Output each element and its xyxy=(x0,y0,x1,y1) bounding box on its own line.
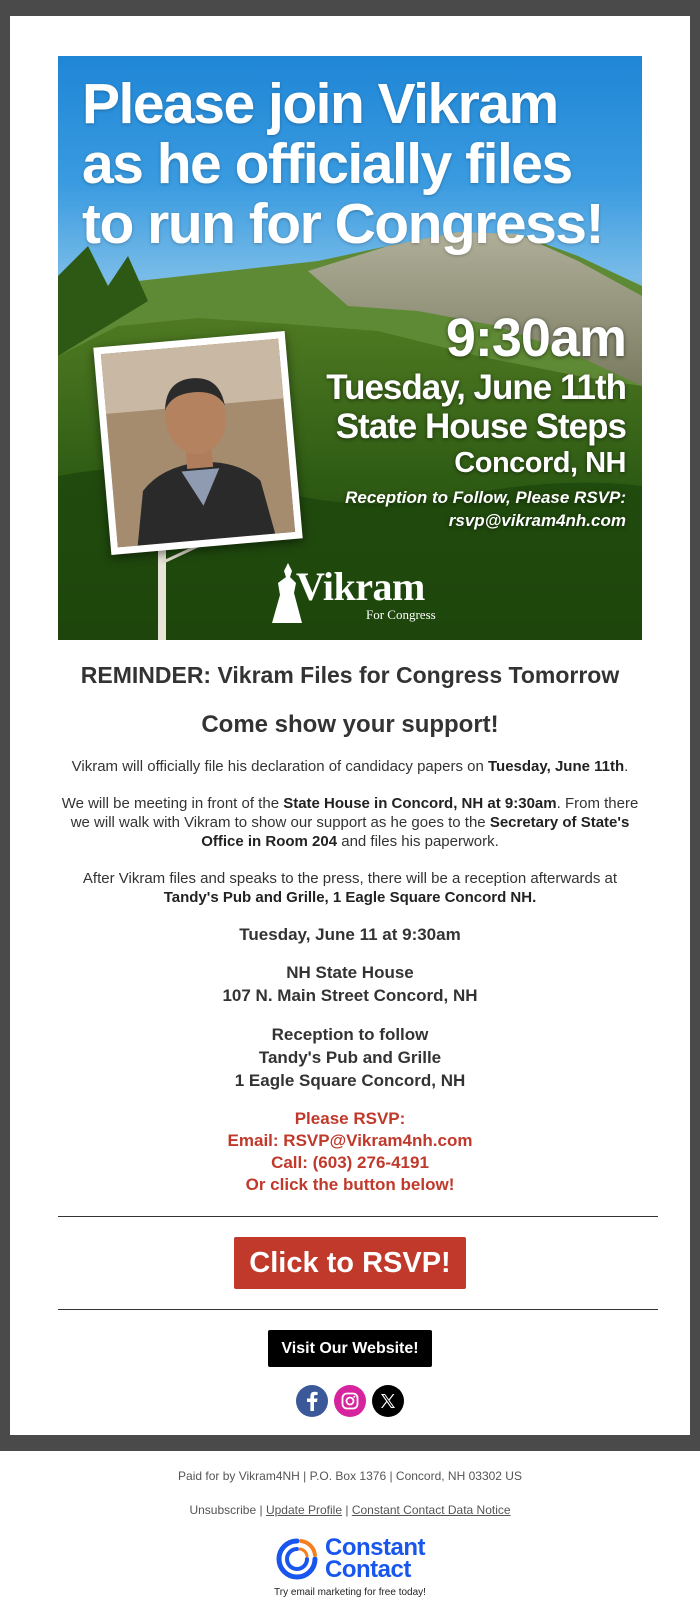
paragraph-meeting xyxy=(58,794,642,851)
hero-city: Concord, NH xyxy=(454,447,626,479)
reception-address xyxy=(58,1023,642,1092)
venue-address xyxy=(58,961,642,1007)
hero-rsvp-note: Reception to Follow, Please RSVP: xyxy=(345,488,626,507)
logo-subtitle: For Congress xyxy=(366,607,436,622)
constant-contact-icon xyxy=(275,1537,319,1581)
divider-bottom xyxy=(58,1309,658,1310)
email-footer xyxy=(0,1469,700,1598)
cc-tagline[interactable]: Try email marketing for free today! xyxy=(274,1587,426,1598)
reception-label: Reception to follow xyxy=(271,1025,429,1044)
paragraph-candidacy xyxy=(58,757,642,776)
event-datetime: Tuesday, June 11 at 9:30am xyxy=(239,925,461,944)
venue-name: NH State House xyxy=(286,963,414,982)
bold-location: State House in Concord, NH at 9:30am xyxy=(283,795,557,812)
facebook-icon[interactable] xyxy=(296,1385,328,1417)
bold-office: Secretary of State's Office in Room 204 xyxy=(201,814,630,850)
hero-date: Tuesday, June 11th xyxy=(326,368,626,407)
hero-title: Please join Vikram as he officially files to run for Congress! xyxy=(82,72,603,256)
constant-contact-wordmark xyxy=(325,1534,425,1583)
cc-word-2: Contact xyxy=(325,1556,411,1583)
bold-date: Tuesday, June 11th xyxy=(487,758,625,775)
text-span: . From there we will walk with Vikram to show our support as he goes to the xyxy=(70,795,639,831)
hero-place: State House Steps xyxy=(335,407,626,446)
reminder-heading: REMINDER: Vikram Files for Congress Tomorrow xyxy=(80,662,620,688)
logo-wordmark: Vikram xyxy=(296,564,425,609)
email-card xyxy=(10,16,690,1435)
rsvp-label: Please RSVP: xyxy=(294,1109,406,1128)
reception-street: 1 Eagle Square Concord, NH xyxy=(234,1071,466,1090)
campaign-logo xyxy=(268,561,438,627)
hero-email: rsvp@vikram4nh.com xyxy=(448,511,626,530)
hero-time: 9:30am xyxy=(445,308,626,368)
update-profile-link[interactable]: Update Profile xyxy=(265,1503,342,1517)
bold-venue: Tandy's Pub and Grille, 1 Eagle Square Concord NH. xyxy=(163,889,537,906)
social-links xyxy=(58,1385,642,1417)
divider-top xyxy=(58,1216,658,1217)
unsubscribe-link[interactable]: Unsubscribe xyxy=(189,1503,257,1517)
x-icon[interactable] xyxy=(372,1385,404,1417)
reception-name: Tandy's Pub and Grille xyxy=(258,1048,442,1067)
rsvp-info xyxy=(58,1108,642,1196)
paragraph-reception xyxy=(58,869,642,907)
footer-links xyxy=(0,1503,700,1517)
text-span: . xyxy=(624,758,629,775)
text-span: After Vikram files and speaks to the press, there will be a reception afterwards at xyxy=(82,870,618,887)
rsvp-email[interactable]: Email: RSVP@Vikram4nh.com xyxy=(227,1131,473,1150)
data-notice-link[interactable]: Constant Contact Data Notice xyxy=(351,1503,511,1517)
text-span: and files his paperwork. xyxy=(337,833,499,850)
paid-for-disclaimer: Paid for by Vikram4NH | P.O. Box 1376 | Concord, NH 03302 US xyxy=(178,1469,522,1483)
email-body xyxy=(58,662,642,1417)
support-heading: Come show your support! xyxy=(201,711,499,738)
rsvp-cta-text: Or click the button below! xyxy=(245,1175,455,1194)
hero-banner xyxy=(58,56,642,640)
separator: | xyxy=(345,1503,349,1517)
website-button[interactable]: Visit Our Website! xyxy=(268,1330,432,1367)
rsvp-phone[interactable]: Call: (603) 276-4191 xyxy=(271,1153,429,1172)
text-span: Vikram will officially file his declaration of candidacy papers on xyxy=(71,758,488,775)
separator: | xyxy=(259,1503,263,1517)
venue-street: 107 N. Main Street Concord, NH xyxy=(222,986,478,1005)
cc-word-1: Constant xyxy=(325,1534,425,1561)
rsvp-button[interactable]: Click to RSVP! xyxy=(234,1237,466,1289)
constant-contact-logo[interactable] xyxy=(0,1534,700,1583)
hero-event-info xyxy=(266,308,626,532)
text-span: We will be meeting in front of the xyxy=(61,795,284,812)
instagram-icon[interactable] xyxy=(334,1385,366,1417)
